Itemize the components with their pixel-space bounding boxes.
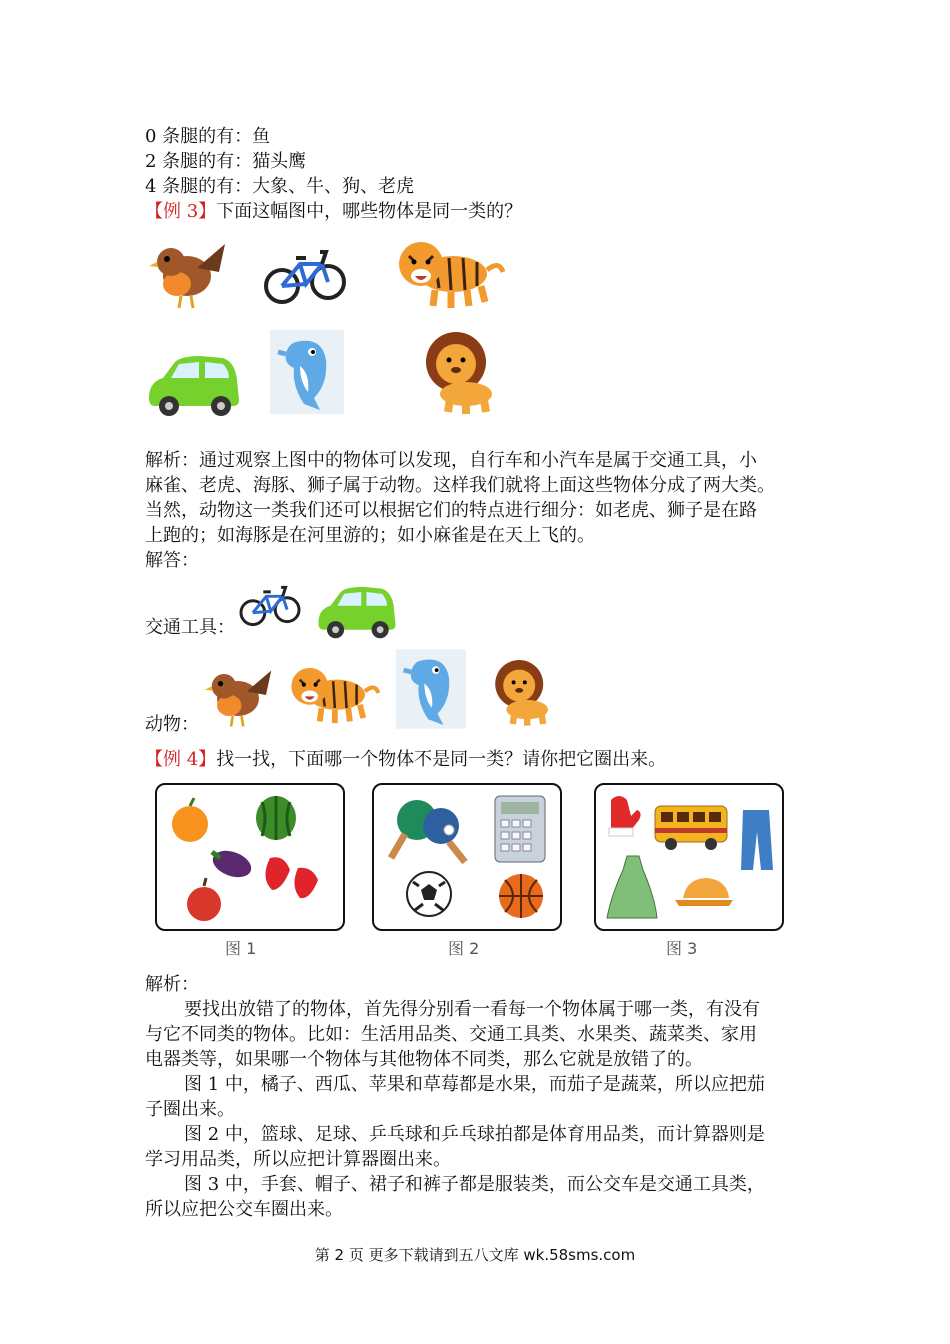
example4-analysis-label: 解析： (145, 974, 199, 995)
bicycle-picture (262, 238, 348, 308)
legs-two: 2 条腿的有：猫头鹰 (145, 151, 307, 172)
answer-tiger-picture (288, 656, 380, 730)
answer-dolphin-picture (396, 648, 466, 730)
example4-paragraph-line: 图 1 中，橘子、西瓜、苹果和草莓都是水果，而茄子是蔬菜，所以应把茄 (184, 1074, 765, 1095)
dolphin-picture (270, 330, 344, 414)
ping-pong-paddle-icon (391, 800, 465, 862)
figure-2-label: 图 2 (448, 939, 480, 958)
calculator-icon (495, 796, 545, 862)
mitten-icon (609, 796, 641, 836)
eggplant-icon (209, 846, 255, 882)
soccer-ball-icon (407, 872, 451, 916)
example3-analysis-line: 解析：通过观察上图中的物体可以发现，自行车和小汽车是属于交通工具，小 (145, 450, 757, 471)
orange-icon (172, 798, 208, 842)
example4-paragraph-line: 要找出放错了的物体，首先得分别看一看每一个物体属于哪一类，有没有 (184, 999, 760, 1020)
bus-icon (655, 806, 727, 850)
page-footer: 第 2 页 更多下载请到五八文库 wk.58sms.com (314, 1246, 636, 1264)
example3-tag: 【例 3】 (145, 201, 217, 222)
answer-car-picture (314, 580, 400, 640)
legs-four: 4 条腿的有：大象、牛、狗、老虎 (145, 176, 415, 197)
example4-paragraph-line: 图 2 中，篮球、足球、乒乓球和乒乓球拍都是体育用品类，而计算器则是 (184, 1124, 765, 1145)
example4-paragraph-line: 电器类等，如果哪一个物体与其他物体不同类，那么它就是放错了的。 (145, 1049, 703, 1070)
basketball-icon (499, 874, 543, 918)
example3-answer-label: 解答： (145, 550, 199, 571)
animal-label: 动物： (145, 714, 199, 735)
example3-heading (145, 199, 522, 224)
example4-question: 找一找，下面哪一个物体不是同一类？请你把它圈出来。 (216, 749, 667, 770)
strawberry-icon (265, 857, 318, 898)
cap-icon (675, 878, 733, 906)
example4-heading (145, 747, 666, 772)
figure-3-items (597, 786, 779, 926)
example3-question: 下面这幅图中，哪些物体是同一类的？ (216, 201, 523, 222)
answer-lion-picture (484, 656, 556, 728)
lion-picture (412, 328, 502, 416)
example3-analysis-line: 上跑的；如海豚是在河里游的；如小麻雀是在天上飞的。 (145, 525, 595, 546)
example4-tag: 【例 4】 (145, 749, 217, 770)
transport-label: 交通工具： (145, 617, 235, 638)
example4-paragraph-line: 与它不同类的物体。比如：生活用品类、交通工具类、水果类、蔬菜类、家用 (145, 1024, 757, 1045)
answer-sparrow-picture (203, 660, 273, 730)
pants-icon (741, 810, 773, 870)
car-picture (145, 348, 243, 418)
dress-icon (607, 856, 657, 918)
tiger-picture (395, 230, 505, 314)
example4-paragraph-line: 所以应把公交车圈出来。 (145, 1199, 343, 1220)
figure-1-label: 图 1 (225, 939, 257, 958)
example3-analysis-line: 麻雀、老虎、海豚、狮子属于动物。这样我们就将上面这些物体分成了两大类。 (145, 475, 775, 496)
sparrow-picture (147, 232, 227, 312)
example4-paragraph-line: 子圈出来。 (145, 1099, 235, 1120)
example3-analysis-line: 当然，动物这一类我们还可以根据它们的特点进行细分：如老虎、狮子是在路 (145, 500, 757, 521)
watermelon-icon (256, 796, 296, 840)
example4-paragraph-line: 学习用品类，所以应把计算器圈出来。 (145, 1149, 451, 1170)
legs-zero: 0 条腿的有：鱼 (145, 126, 271, 147)
figure-2-items (375, 786, 557, 926)
apple-icon (187, 878, 221, 921)
answer-bicycle-picture (238, 576, 302, 630)
figure-1-fruits (158, 786, 340, 926)
example4-paragraph-line: 图 3 中，手套、帽子、裙子和裤子都是服装类，而公交车是交通工具类， (184, 1174, 765, 1195)
figure-3-label: 图 3 (666, 939, 698, 958)
